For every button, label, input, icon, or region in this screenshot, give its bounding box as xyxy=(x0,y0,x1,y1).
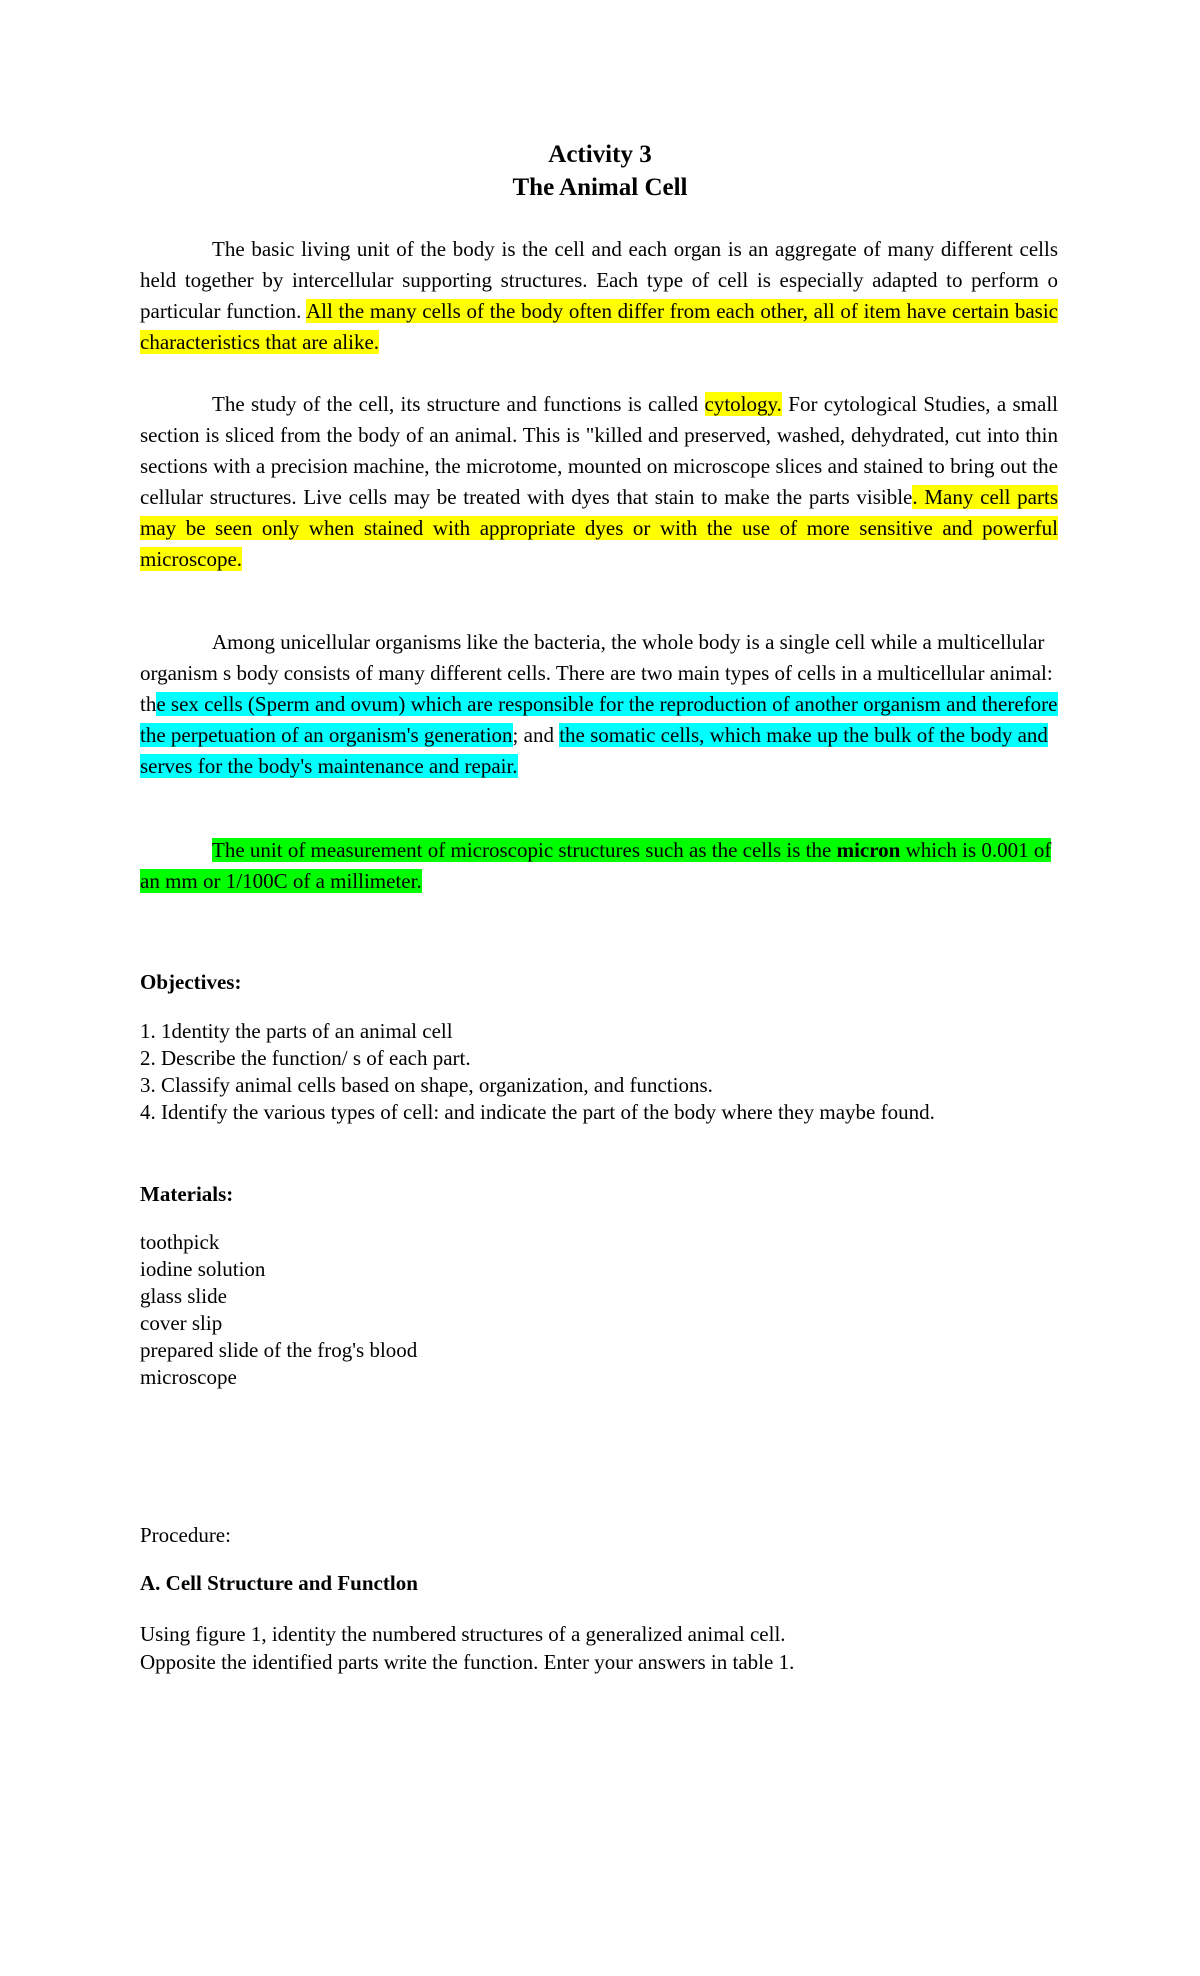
paragraph-cell-types xyxy=(140,627,1058,782)
sex-cells-highlight: e sex cells (Sperm and ovum) which are responsible for the reproduction of another organism and therefore the perpetuation of an organism's generation xyxy=(140,692,1058,747)
micron-term: micron xyxy=(836,838,901,862)
cytology-text-2: For cytological Studies, a small section is sliced from the body of an animal. This is "killed and preserved, washed, dehydrated, cut into thin sections with a precision machine, the microtome, mounted on microscope slices and stained to bring out the cellular structures. Live cells may be treated with dyes that stain to make the parts visible xyxy=(140,392,1058,509)
list-item: 3. Classify animal cells based on shape, organization, and functions. xyxy=(140,1073,713,1097)
list-item: 2. Describe the function/ s of each part. xyxy=(140,1046,471,1070)
paragraph-cytology xyxy=(140,389,1058,575)
activity-title: The Animal Cell xyxy=(512,174,688,201)
paragraph-intro xyxy=(140,234,1058,358)
procedure-label: Procedure: xyxy=(140,1523,231,1547)
objectives-list xyxy=(140,1018,935,1126)
cytology-text: The study of the cell, its structure and functions is called xyxy=(212,392,705,416)
paragraph-micron xyxy=(140,835,1058,897)
list-item: toothpick xyxy=(140,1230,220,1254)
procedure-line-1: Using figure 1, identity the numbered structures of a generalized animal cell. xyxy=(140,1622,786,1646)
cytology-highlight: . Many cell parts may be seen only when stained with appropriate dyes or with the use of more sensitive and powerful microscope. xyxy=(140,485,1059,571)
procedure-section-heading: A. Cell Structure and Functlon xyxy=(140,1571,418,1595)
micron-text: The unit of measurement of microscopic structures such as the cells is the xyxy=(212,838,837,862)
cell-types-text-2: ; and xyxy=(512,723,560,747)
list-item: cover slip xyxy=(140,1311,223,1335)
list-item: iodine solution xyxy=(140,1257,266,1281)
procedure-line-2: Opposite the identified parts write the function. Enter your answers in table 1. xyxy=(140,1650,795,1674)
cell-types-text: Among unicellular organisms like the bacteria, the whole body is a single cell while a multicellular organism s body consists of many different cells. There are two main types of cells in a multicellular animal: th xyxy=(140,630,1053,716)
activity-number: Activity 3 xyxy=(548,141,652,168)
cytology-term-highlight: cytology. xyxy=(704,392,782,416)
list-item: glass slide xyxy=(140,1284,227,1308)
objectives-heading: Objectives: xyxy=(140,970,242,994)
intro-text: The basic living unit of the body is the cell and each organ is an aggregate of many different cells held together by intercellular supporting structures. Each type of cell is especially adapted to perform o particular function. xyxy=(140,237,1058,323)
intro-highlight: All the many cells of the body often differ from each other, all of item have certain basic characteristics that are alike. xyxy=(140,299,1059,354)
list-item: microscope xyxy=(140,1365,237,1389)
micron-text-2: which is 0.001 of an mm or 1/100C of a millimeter. xyxy=(140,838,1052,893)
micron-highlight xyxy=(140,838,1051,893)
materials-heading: Materials: xyxy=(140,1182,234,1206)
title-block xyxy=(0,138,1200,204)
list-item: prepared slide of the frog's blood xyxy=(140,1338,418,1362)
materials-list xyxy=(140,1229,417,1391)
procedure-instructions xyxy=(140,1620,794,1676)
somatic-cells-highlight: the somatic cells, which make up the bulk of the body and serves for the body's maintenance and repair. xyxy=(140,723,1048,778)
list-item: 4. Identify the various types of cell: and indicate the part of the body where they maybe found. xyxy=(140,1100,935,1124)
list-item: 1. 1dentity the parts of an animal cell xyxy=(140,1019,453,1043)
